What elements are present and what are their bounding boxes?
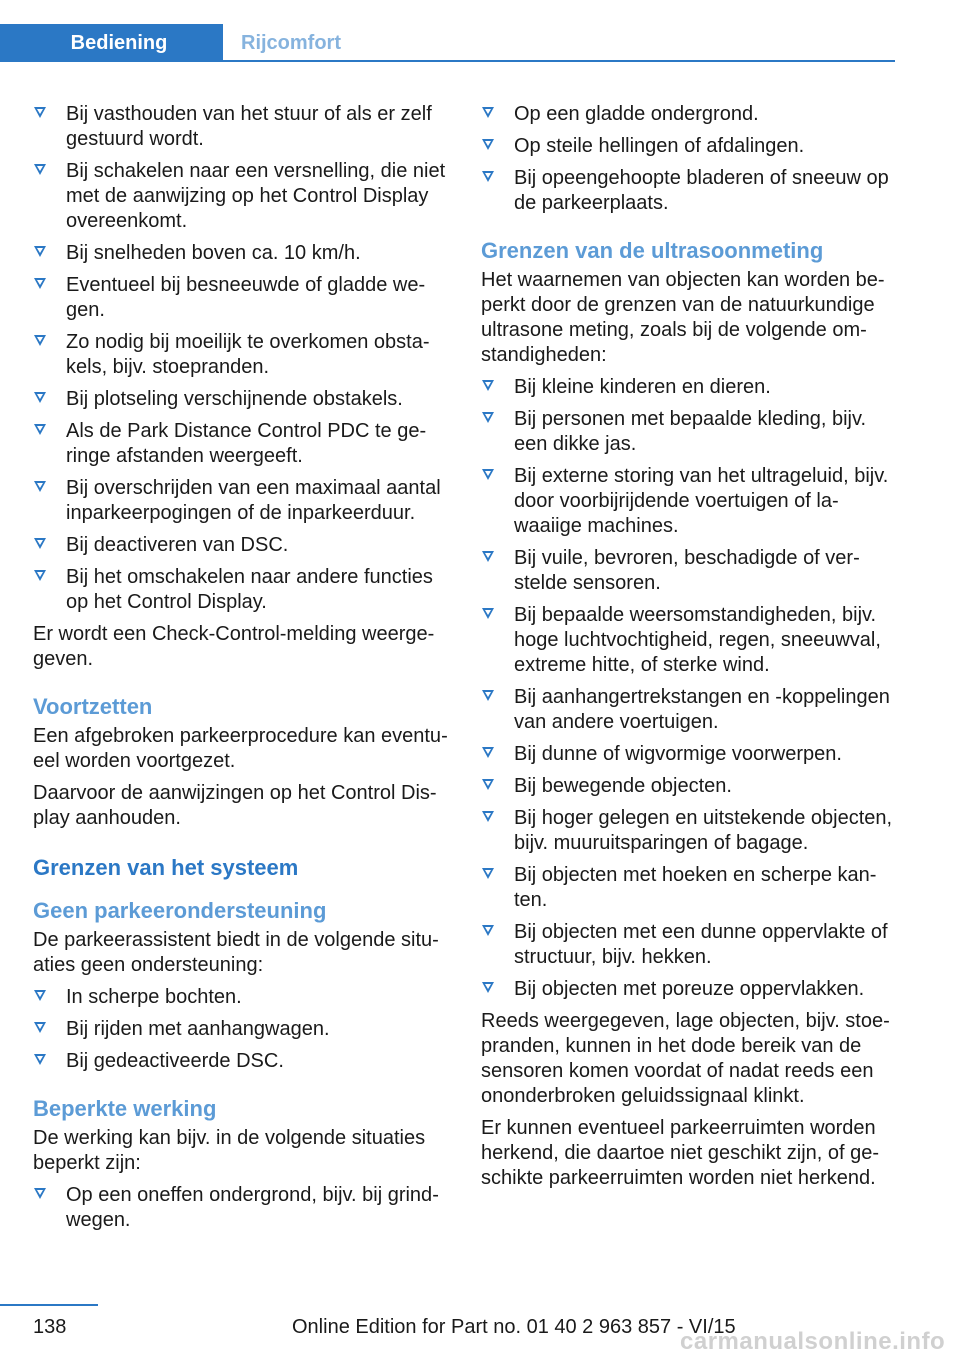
paragraph: Een afgebroken parkeerprocedure kan eventueel worden voortgezet. bbox=[33, 725, 448, 772]
list-item bbox=[33, 985, 448, 1010]
page-number: 138 bbox=[33, 1316, 67, 1338]
paragraph: De werking kan bijv. in de volgende situaties beperkt zijn: bbox=[33, 1127, 426, 1174]
list-item bbox=[33, 330, 448, 380]
right-column bbox=[481, 102, 896, 1198]
triangle-bullet-icon bbox=[34, 107, 46, 118]
section-heading: Voortzetten bbox=[33, 694, 153, 719]
list-item-text: Als de Park Distance Control PDC te geringe afstanden weergeeft. bbox=[66, 420, 427, 467]
tab-rijcomfort[interactable]: Rijcomfort bbox=[241, 32, 341, 54]
list-item bbox=[481, 464, 896, 539]
list-item-text: Bij objecten met een dunne oppervlakte of structuur, bijv. hekken. bbox=[514, 921, 888, 968]
list-item bbox=[481, 102, 896, 127]
list-item bbox=[33, 159, 448, 234]
list-item bbox=[33, 102, 448, 152]
list-item bbox=[33, 1183, 448, 1233]
list-item-text: Op een oneffen ondergrond, bijv. bij grindwegen. bbox=[66, 1184, 439, 1231]
list-item bbox=[33, 273, 448, 323]
list-item-text: Bij gedeactiveerde DSC. bbox=[66, 1050, 284, 1072]
footer-rule bbox=[0, 1304, 98, 1306]
list-item bbox=[33, 533, 448, 558]
left-column bbox=[33, 102, 448, 1240]
list-item bbox=[481, 863, 896, 913]
triangle-bullet-icon bbox=[34, 1188, 46, 1199]
chapter-heading: Grenzen van het systeem bbox=[33, 855, 299, 880]
triangle-bullet-icon bbox=[482, 779, 494, 790]
list-item bbox=[33, 387, 448, 412]
bullet-list bbox=[481, 102, 896, 216]
list-item bbox=[481, 742, 896, 767]
paragraph: Reeds weergegeven, lage objecten, bijv. stoepranden, kunnen in het dode bereik van de sensoren komen voordat of nadat reeds een ononderbroken geluidssignaal klinkt. bbox=[481, 1010, 890, 1107]
list-item-text: Bij dunne of wigvormige voorwerpen. bbox=[514, 743, 842, 765]
triangle-bullet-icon bbox=[34, 424, 46, 435]
list-item-text: Bij hoger gelegen en uitstekende objecten, bijv. muuruitsparingen of bagage. bbox=[514, 807, 893, 854]
list-item bbox=[481, 166, 896, 216]
triangle-bullet-icon bbox=[34, 538, 46, 549]
list-item bbox=[33, 1017, 448, 1042]
list-item bbox=[33, 1049, 448, 1074]
bullet-list bbox=[33, 1183, 448, 1233]
triangle-bullet-icon bbox=[482, 747, 494, 758]
bullet-list bbox=[481, 375, 896, 1002]
triangle-bullet-icon bbox=[482, 925, 494, 936]
triangle-bullet-icon bbox=[34, 335, 46, 346]
list-item bbox=[481, 977, 896, 1002]
paragraph: Daarvoor de aanwijzingen op het Control Display aanhouden. bbox=[33, 782, 437, 829]
triangle-bullet-icon bbox=[482, 868, 494, 879]
list-item-text: Bij schakelen naar een versnelling, die niet met de aanwijzing op het Control Display overeenkomt. bbox=[66, 160, 446, 232]
list-item-text: Bij aanhangertrekstangen en -koppelingen van andere voertuigen. bbox=[514, 686, 890, 733]
list-item-text: Bij kleine kinderen en dieren. bbox=[514, 376, 771, 398]
watermark: carmanualsonline.info bbox=[680, 1328, 946, 1355]
list-item-text: Bij bepaalde weersomstandigheden, bijv. hoge luchtvochtigheid, regen, sneeuwval, extreme hitte, of sterke wind. bbox=[514, 604, 881, 676]
bullet-list bbox=[33, 985, 448, 1074]
list-item-text: Bij deactiveren van DSC. bbox=[66, 534, 289, 556]
triangle-bullet-icon bbox=[482, 171, 494, 182]
list-item-text: Bij vasthouden van het stuur of als er zelf gestuurd wordt. bbox=[66, 103, 432, 150]
triangle-bullet-icon bbox=[482, 811, 494, 822]
list-item bbox=[481, 134, 896, 159]
tab-bediening[interactable]: Bediening bbox=[0, 24, 223, 62]
list-item-text: Bij externe storing van het ultrageluid, bijv. door voorbijrijdende voertuigen of lawaaiige machines. bbox=[514, 465, 889, 537]
list-item-text: Bij vuile, bevroren, beschadigde of verstelde sensoren. bbox=[514, 547, 860, 594]
chapter-header bbox=[0, 24, 895, 62]
list-item bbox=[481, 774, 896, 799]
triangle-bullet-icon bbox=[34, 1054, 46, 1065]
header-rule bbox=[0, 60, 895, 62]
list-item bbox=[481, 685, 896, 735]
paragraph: De parkeerassistent biedt in de volgende situaties geen ondersteuning: bbox=[33, 929, 439, 976]
list-item bbox=[33, 241, 448, 266]
list-item bbox=[33, 565, 448, 615]
list-item bbox=[481, 546, 896, 596]
triangle-bullet-icon bbox=[482, 412, 494, 423]
list-item-text: Zo nodig bij moeilijk te overkomen obstakels, bijv. stoepranden. bbox=[66, 331, 430, 378]
triangle-bullet-icon bbox=[34, 1022, 46, 1033]
triangle-bullet-icon bbox=[482, 608, 494, 619]
section-heading: Geen parkeerondersteuning bbox=[33, 898, 327, 923]
list-item-text: Eventueel bij besneeuwde of gladde wegen. bbox=[66, 274, 426, 321]
triangle-bullet-icon bbox=[34, 990, 46, 1001]
list-item bbox=[33, 419, 448, 469]
bullet-list bbox=[33, 102, 448, 615]
paragraph: Er kunnen eventueel parkeerruimten worden herkend, die daartoe niet geschikt zijn, of geschikte parkeerruimten worden niet herkend. bbox=[481, 1117, 880, 1189]
triangle-bullet-icon bbox=[482, 469, 494, 480]
triangle-bullet-icon bbox=[482, 551, 494, 562]
list-item bbox=[481, 375, 896, 400]
list-item-text: Bij overschrijden van een maximaal aantal inparkeerpogingen of de inparkeerduur. bbox=[66, 477, 441, 524]
list-item bbox=[481, 806, 896, 856]
list-item-text: Bij personen met bepaalde kleding, bijv. een dikke jas. bbox=[514, 408, 867, 455]
list-item-text: Bij opeengehoopte bladeren of sneeuw op de parkeerplaats. bbox=[514, 167, 889, 214]
triangle-bullet-icon bbox=[34, 164, 46, 175]
triangle-bullet-icon bbox=[34, 246, 46, 257]
list-item-text: Op steile hellingen of afdalingen. bbox=[514, 135, 805, 157]
list-item-text: Bij het omschakelen naar andere functies op het Control Display. bbox=[66, 566, 433, 613]
triangle-bullet-icon bbox=[482, 139, 494, 150]
triangle-bullet-icon bbox=[482, 380, 494, 391]
paragraph: Het waarnemen van objecten kan worden beperkt door de grenzen van de natuurkundige ultrasone meting, zoals bij de volgende omstandigheden: bbox=[481, 269, 885, 366]
list-item-text: Op een gladde ondergrond. bbox=[514, 103, 759, 125]
section-heading: Beperkte werking bbox=[33, 1096, 217, 1121]
list-item-text: Bij bewegende objecten. bbox=[514, 775, 732, 797]
list-item-text: Bij snelheden boven ca. 10 km/h. bbox=[66, 242, 361, 264]
list-item bbox=[481, 920, 896, 970]
list-item-text: Bij objecten met hoeken en scherpe kanten. bbox=[514, 864, 877, 911]
list-item-text: Bij objecten met poreuze oppervlakken. bbox=[514, 978, 865, 1000]
triangle-bullet-icon bbox=[482, 690, 494, 701]
triangle-bullet-icon bbox=[34, 570, 46, 581]
list-item-text: Bij rijden met aanhangwagen. bbox=[66, 1018, 330, 1040]
list-item bbox=[481, 407, 896, 457]
triangle-bullet-icon bbox=[482, 107, 494, 118]
list-item-text: In scherpe bochten. bbox=[66, 986, 242, 1008]
list-item bbox=[481, 603, 896, 678]
triangle-bullet-icon bbox=[34, 392, 46, 403]
triangle-bullet-icon bbox=[34, 481, 46, 492]
edition-note: Online Edition for Part no. 01 40 2 963 857 - VI/15 bbox=[292, 1316, 736, 1338]
triangle-bullet-icon bbox=[482, 982, 494, 993]
list-item bbox=[33, 476, 448, 526]
section-heading: Grenzen van de ultrasoonmeting bbox=[481, 238, 824, 263]
paragraph: Er wordt een Check-Control-melding weergegeven. bbox=[33, 623, 435, 670]
triangle-bullet-icon bbox=[34, 278, 46, 289]
list-item-text: Bij plotseling verschijnende obstakels. bbox=[66, 388, 403, 410]
